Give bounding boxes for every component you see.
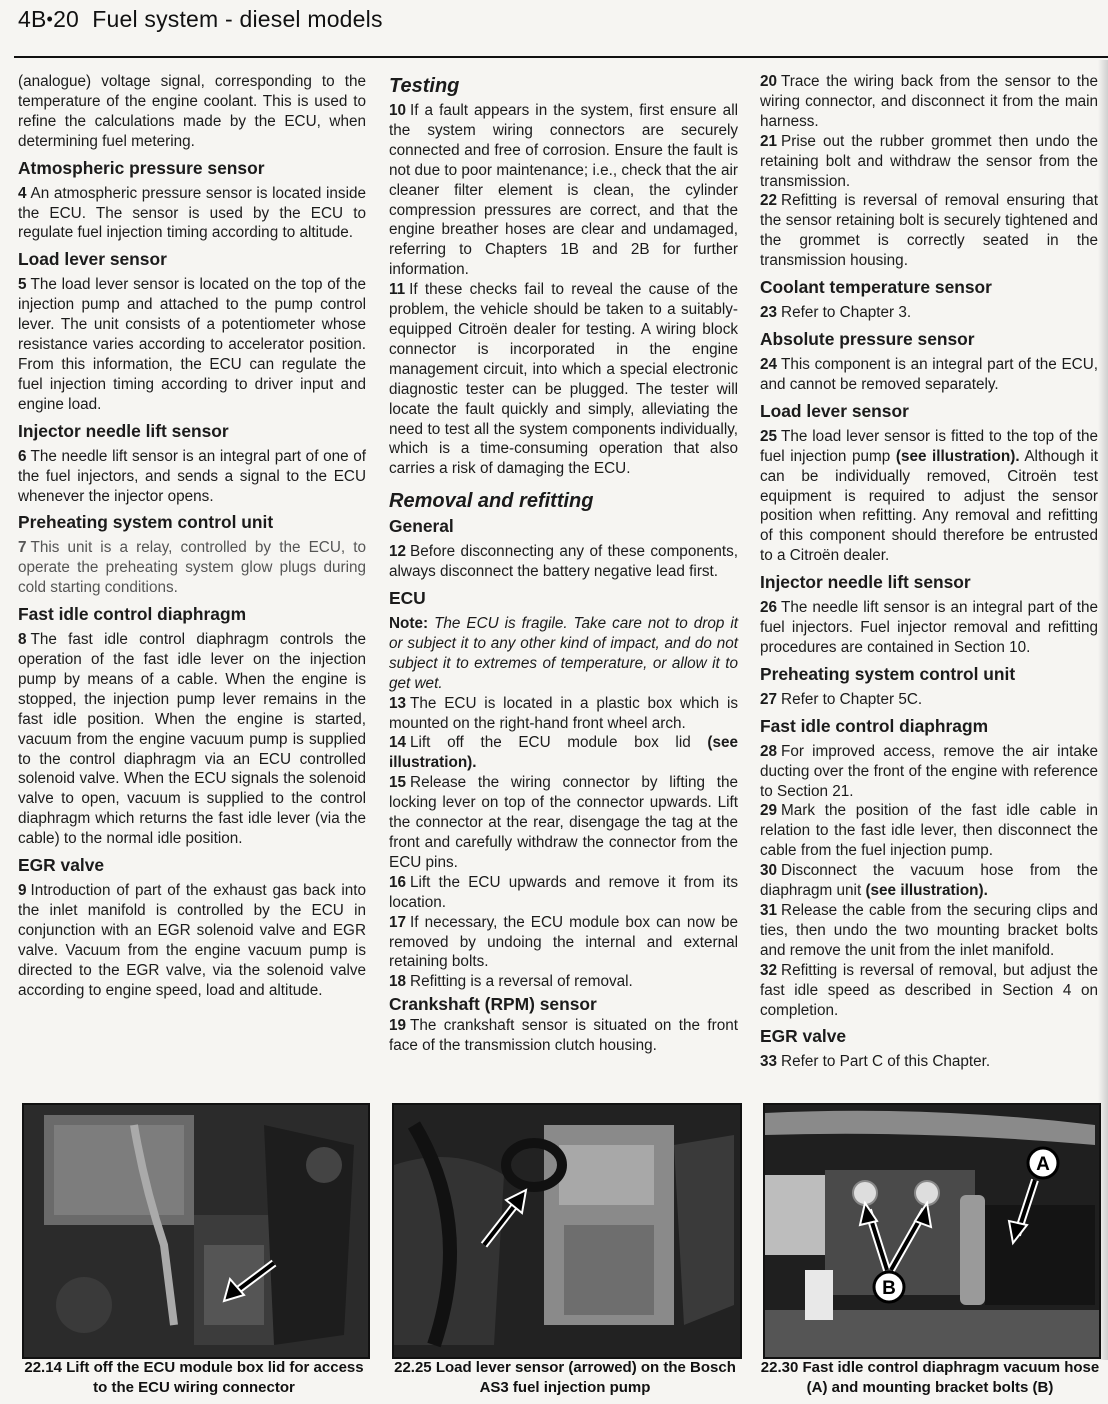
fast-idle-heading: Fast idle control diaphragm <box>760 715 989 736</box>
page-number: 20 <box>53 6 80 32</box>
general-heading: General <box>389 516 454 537</box>
paragraph-17 <box>389 913 738 973</box>
paragraph-text: Before disconnecting any of these components, always disconnect the battery negative lead first. <box>389 543 738 581</box>
paragraph-21 <box>760 132 1098 192</box>
paragraph-text: Mark the position of the fast idle cable in relation to the fast idle lever, then disconnect the cable from the fuel injection pump. <box>760 802 1098 860</box>
paragraph-number: 22 <box>760 192 778 210</box>
note-text: The ECU is fragile. Take care not to drop it or subject it to any other kind of impact, and do not subject it to extremes of temperature, or allow it to get wet. <box>389 615 739 692</box>
section-heading: Injector needle lift sensor <box>18 420 229 441</box>
paragraph-9 <box>18 881 366 1000</box>
figure-22-30-photo <box>763 1103 1101 1359</box>
egr-heading: EGR valve <box>760 1026 847 1047</box>
callout-label-a: A <box>1036 1154 1050 1175</box>
paragraph-number: 21 <box>760 132 778 150</box>
paragraph-text: Although it can be individually removed, Citroën test equipment is required to adjust the sensor position when refitting. Any removal and refitting of this component should therefore be entrusted to a Citroën dealer. <box>760 447 1098 565</box>
paragraph-number: 14 <box>389 734 407 752</box>
paragraph-text: The fast idle control diaphragm controls the operation of the fast idle lever on the injection pump by means of a cable. When the engine is stopped, the injection pump lever remains in the fast idle position. When the engine is started, vacuum from the engine vacuum pump is supplied to the control diaphragm via an ECU controlled solenoid valve. When the ECU signals the solenoid valve to open, vacuum is supplied to the control diaphragm which returns the fast idle lever (via the cable) to the normal idle position. <box>18 631 366 848</box>
paragraph-text: Release the cable from the securing clips and ties, then undo the two mounting bracket bolts and remove the unit from the inlet manifold. <box>760 902 1098 959</box>
coolant-heading: Coolant temperature sensor <box>760 277 992 298</box>
column-2 <box>389 72 738 1056</box>
page-section-ref: 4B <box>18 6 47 32</box>
paragraph-text: The crankshaft sensor is situated on the front face of the transmission clutch housing. <box>389 1017 738 1055</box>
paragraph-number: 17 <box>389 913 407 931</box>
injector-heading: Injector needle lift sensor <box>760 572 971 593</box>
paragraph-text: Refer to Part C of this Chapter. <box>781 1053 991 1071</box>
section-heading: Load lever sensor <box>18 249 167 270</box>
paragraph-text: Prise out the rubber grommet then undo the retaining bolt and withdraw the sensor from the transmission. <box>760 132 1098 190</box>
paragraph-number: 20 <box>760 73 778 90</box>
paragraph-number: 16 <box>389 873 407 891</box>
paragraph-32 <box>760 961 1098 1021</box>
callout-b <box>874 1272 904 1302</box>
paragraph-text: An atmospheric pressure sensor is located inside the ECU. The sensor is used by the ECU to regulate fuel injection timing according to altitude. <box>18 184 366 242</box>
note-label: Note: <box>389 615 429 633</box>
paragraph-number: 7 <box>18 539 27 557</box>
paragraph-10 <box>389 101 738 280</box>
paragraph-number: 23 <box>760 304 778 322</box>
paragraph-number: 6 <box>18 447 27 465</box>
paragraph-number: 18 <box>389 973 407 991</box>
paragraph-22 <box>760 191 1098 271</box>
paragraph-12 <box>389 542 738 582</box>
paragraph-number: 32 <box>760 961 778 979</box>
paragraph-26 <box>760 598 1098 658</box>
paragraph-19 <box>389 1016 738 1056</box>
paragraph-11 <box>389 280 738 479</box>
injection-pump-photo <box>394 1105 740 1357</box>
paragraph-28 <box>760 742 1098 802</box>
paragraph-29 <box>760 801 1098 861</box>
paragraph-text: For improved access, remove the air intake ducting over the front of the engine with reference to Section 21. <box>760 742 1098 800</box>
paragraph-number: 9 <box>18 882 27 900</box>
paragraph-14 <box>389 733 738 773</box>
paragraph-text: This unit is a relay, controlled by the ECU, to operate the preheating system glow plugs during cold starting conditions. <box>18 539 366 597</box>
paragraph-8 <box>18 630 366 849</box>
paragraph-number: 8 <box>18 631 27 649</box>
paragraph-text: Trace the wiring back from the sensor to the wiring connector, and disconnect it from the main harness. <box>760 73 1098 130</box>
illustration-reference: (see illustration). <box>389 734 738 772</box>
paragraph-text: The needle lift sensor is an integral part of one of the fuel injectors, and sends a signal to the ECU whenever the injector opens. <box>18 447 366 505</box>
column-3 <box>760 72 1098 1072</box>
paragraph-23 <box>760 303 1098 323</box>
paragraph-text: Release the wiring connector by lifting the locking lever on top of the connector upwards. Lift the connector at the rear, disengage the tag at the front and carefully withdraw the connector from the ECU pins. <box>389 774 738 871</box>
paragraph-30 <box>760 861 1098 901</box>
paragraph-number: 4 <box>18 184 27 202</box>
figure-caption: 22.25 Load lever sensor (arrowed) on the Bosch AS3 fuel injection pump <box>394 1359 736 1396</box>
paragraph-text: The ECU is located in a plastic box which is mounted on the right-hand front wheel arch. <box>389 694 738 732</box>
page-header <box>18 6 383 33</box>
paragraph-16 <box>389 873 738 913</box>
section-heading: Atmospheric pressure sensor <box>18 157 265 178</box>
paragraph-number: 33 <box>760 1053 778 1071</box>
paragraph-24 <box>760 355 1098 395</box>
paragraph-27 <box>760 690 1098 710</box>
paragraph-number: 31 <box>760 902 778 919</box>
paragraph-13 <box>389 694 738 734</box>
page-title: Fuel system - diesel models <box>92 6 383 32</box>
paragraph-15 <box>389 773 738 873</box>
paragraph-text: The needle lift sensor is an integral part of the fuel injectors. Fuel injector removal and refitting procedures are contained in Section 10. <box>760 599 1098 656</box>
figure-22-25-photo <box>392 1103 742 1359</box>
ecu-note <box>389 614 738 694</box>
figure-caption: 22.14 Lift off the ECU module box lid for access to the ECU wiring connector <box>24 1359 364 1396</box>
paragraph-20 <box>760 72 1098 132</box>
paragraph-text: Lift the ECU upwards and remove it from its location. <box>389 873 738 911</box>
paragraph-33 <box>760 1052 1098 1072</box>
section-heading: EGR valve <box>18 855 105 876</box>
paragraph-number: 29 <box>760 802 778 820</box>
section-heading: Fast idle control diaphragm <box>18 604 247 625</box>
paragraph-number: 13 <box>389 694 407 712</box>
column-1 <box>18 72 366 1001</box>
paragraph-text: The load lever sensor is located on the top of the injection pump and attached to the pump control lever. The unit consists of a potentiometer whose resistance varies according to accelerator position. From this information, the ECU can regulate the fuel injection timing according to driver input and engine load. <box>18 276 366 413</box>
figure-caption: 22.30 Fast idle control diaphragm vacuum hose (A) and mounting bracket bolts (B) <box>760 1359 1100 1396</box>
callout-a <box>1028 1148 1058 1178</box>
intro-paragraph: (analogue) voltage signal, corresponding to the temperature of the engine coolant. This is used to refine the calculations made by the ECU, when determining fuel metering. <box>18 73 366 150</box>
paragraph-text: If a fault appears in the system, first ensure all the system wiring connectors are securely connected and free of corrosion. Ensure the fault is not due to poor maintenance; i.e., check that the air cleaner filter element is clean, the cylinder compression pressures are correct, and that the engine breather hoses are clear and undamaged, referring to Chapters 1B and 2B for further information. <box>389 102 738 279</box>
paragraph-text: Refitting is reversal of removal ensuring that the sensor retaining bolt is securely tightened and the grommet is correctly seated in the transmission housing. <box>760 192 1098 270</box>
page-bullet: • <box>46 9 54 29</box>
paragraph-31 <box>760 901 1098 961</box>
illustration-reference: (see illustration). <box>895 447 1020 465</box>
paragraph-6 <box>18 447 366 507</box>
paragraph-number: 30 <box>760 862 778 880</box>
removal-heading: Removal and refitting <box>389 490 594 513</box>
paragraph-18 <box>389 972 738 992</box>
paragraph-number: 12 <box>389 543 407 561</box>
section-heading: Preheating system control unit <box>18 512 274 533</box>
paragraph-number: 19 <box>389 1017 407 1035</box>
paragraph-number: 26 <box>760 599 778 617</box>
paragraph-7 <box>18 538 366 598</box>
paragraph-25 <box>760 427 1098 566</box>
ecu-heading: ECU <box>389 588 426 609</box>
illustration-reference: (see illustration). <box>865 882 988 900</box>
callout-label-b: B <box>882 1278 896 1299</box>
header-rule <box>14 56 1108 58</box>
paragraph-text: If necessary, the ECU module box can now be removed by undoing the internal and external retaining bolts. <box>389 913 738 971</box>
crankshaft-heading: Crankshaft (RPM) sensor <box>389 994 597 1015</box>
paragraph-5 <box>18 275 366 414</box>
paragraph-text: Introduction of part of the exhaust gas back into the inlet manifold is controlled by the ECU in conjunction with an EGR solenoid valve and EGR valve. Vacuum from the engine vacuum pump is directed to the EGR valve, via the solenoid valve according to engine speed, load and altitude. <box>18 882 366 999</box>
paragraph-number: 5 <box>18 276 27 294</box>
paragraph-text: Refitting is a reversal of removal. <box>410 973 633 991</box>
paragraph-text: Lift off the ECU module box lid <box>410 734 708 752</box>
preheating-heading: Preheating system control unit <box>760 663 1016 684</box>
figure-22-14-photo <box>22 1103 370 1359</box>
paragraph-text: Refer to Chapter 5C. <box>781 690 923 708</box>
paragraph-text: If these checks fail to reveal the cause of the problem, the vehicle should be taken to a suitably-equipped Citroën dealer for testing. A wiring block connector is incorporated in the engine management circuit, into which a special electronic diagnostic tester can be plugged. The tester will locate the fault quickly and simply, alleviating the need to test all the system components individually, which is a time-consuming operation that also carries a risk of damaging the ECU. <box>389 281 738 478</box>
paragraph-number: 25 <box>760 427 778 445</box>
paragraph-text: This component is an integral part of the ECU, and cannot be removed separately. <box>760 355 1098 393</box>
paragraph-number: 15 <box>389 774 407 792</box>
load-lever-heading: Load lever sensor <box>760 400 909 421</box>
paragraph-text: Disconnect the vacuum hose from the diaphragm unit <box>760 862 1098 900</box>
paragraph-text: Refer to Chapter 3. <box>781 304 912 322</box>
absolute-heading: Absolute pressure sensor <box>760 328 975 349</box>
testing-heading: Testing <box>389 75 460 97</box>
paragraph-number: 27 <box>760 690 778 708</box>
paragraph-text: The load lever sensor is fitted to the top of the fuel injection pump <box>760 427 1098 465</box>
paragraph-text: Refitting is reversal of removal, but adjust the fast idle speed as described in Section 4 on completion. <box>760 961 1098 1019</box>
paragraph-number: 28 <box>760 742 778 760</box>
paragraph-number: 24 <box>760 355 778 373</box>
paragraph-number: 11 <box>389 281 406 299</box>
diaphragm-photo <box>765 1105 1099 1357</box>
paragraph-4 <box>18 184 366 244</box>
paragraph-number: 10 <box>389 102 407 119</box>
engine-bay-photo <box>24 1105 368 1357</box>
